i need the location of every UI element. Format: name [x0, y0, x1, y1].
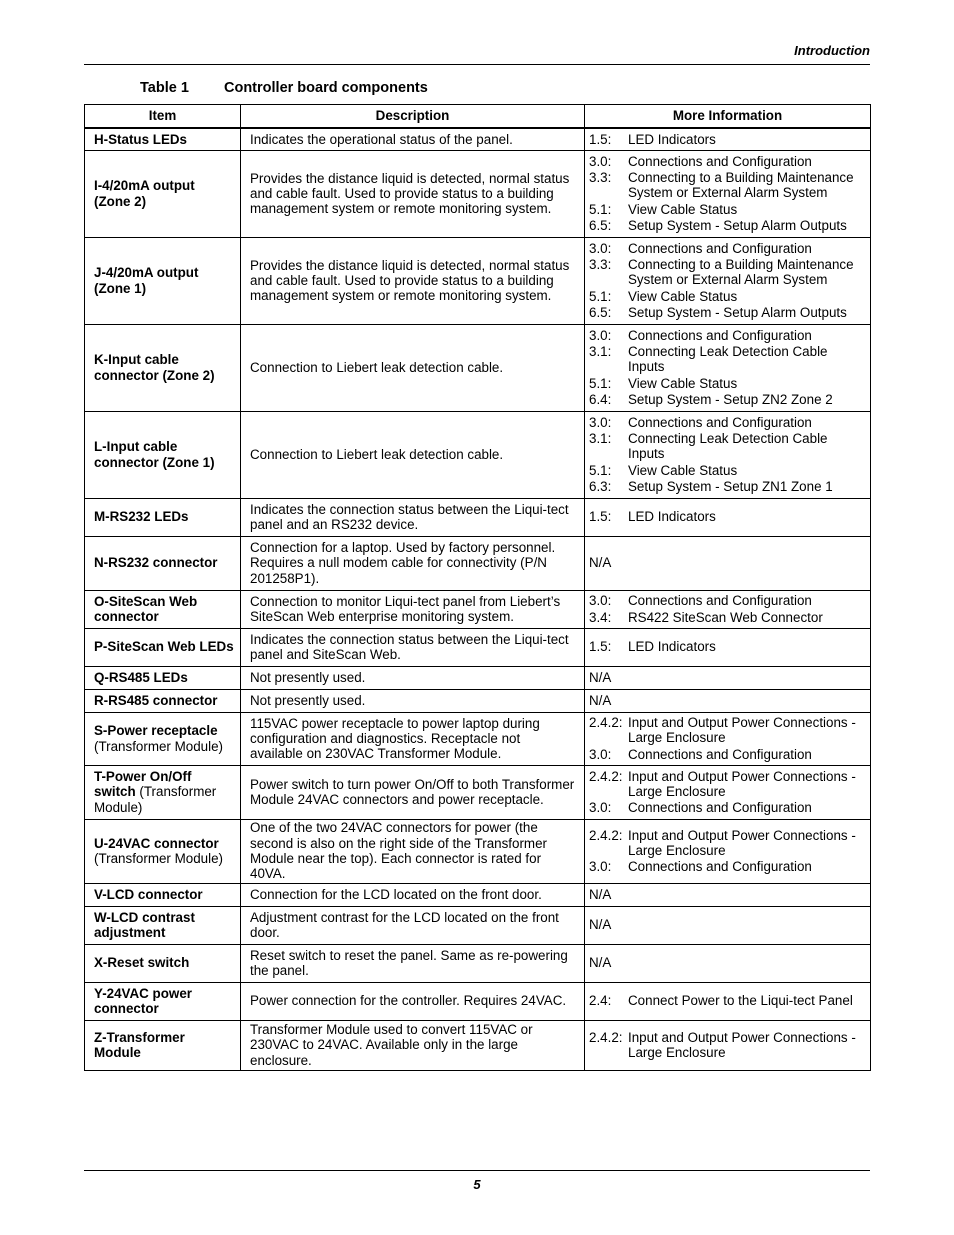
reference-entry	[589, 715, 867, 746]
page-number: 5	[473, 1177, 481, 1192]
table-row	[85, 150, 871, 237]
reference-entry	[589, 993, 867, 1008]
item-cell	[85, 498, 241, 536]
section-title: Setup System - Setup Alarm Outputs	[628, 217, 847, 233]
section-number: 3.1:	[589, 344, 612, 360]
item-name: L-Input cable connector (Zone 1)	[94, 439, 215, 470]
reference-entry	[589, 415, 867, 430]
more-information-cell	[585, 765, 871, 819]
reference-entry	[589, 747, 867, 762]
page-header	[84, 42, 870, 65]
reference-entry	[589, 800, 867, 815]
section-title: Connecting to a Building Maintenance System or External Alarm System	[628, 257, 854, 288]
reference-entry	[589, 509, 867, 524]
more-information-cell	[585, 411, 871, 498]
section-title: Connections and Configuration	[628, 414, 812, 430]
section-number: N/A	[589, 692, 612, 708]
section-number: 2.4.2:	[589, 1029, 623, 1045]
item-name: J-4/20mA output (Zone 1)	[94, 265, 199, 296]
column-header-item: Item	[85, 105, 241, 129]
section-title: LED Indicators	[628, 509, 716, 525]
reference-entry	[589, 289, 867, 304]
more-information-cell	[585, 944, 871, 982]
item-cell	[85, 982, 241, 1020]
section-number: N/A	[589, 917, 612, 933]
section-number: 3.0:	[589, 327, 612, 343]
item-note: (Transformer Module)	[94, 738, 223, 754]
reference-entry	[589, 859, 867, 874]
description-cell: Connection to Liebert leak detection cable.	[241, 411, 585, 498]
item-name: P-SiteScan Web LEDs	[94, 639, 234, 655]
table-row	[85, 498, 871, 536]
more-information-cell	[585, 712, 871, 765]
section-number: 5.1:	[589, 201, 612, 217]
section-number: 3.4:	[589, 609, 612, 625]
table-row	[85, 982, 871, 1020]
item-name: Y-24VAC power connector	[94, 985, 192, 1016]
more-information-cell	[585, 689, 871, 712]
section-number: 5.1:	[589, 288, 612, 304]
section-title: View Cable Status	[628, 375, 738, 391]
section-title: Connections and Configuration	[628, 800, 812, 816]
table-row	[85, 237, 871, 324]
reference-entry	[589, 769, 867, 800]
reference-entry	[589, 154, 867, 169]
table-row	[85, 128, 871, 150]
item-name: X-Reset switch	[94, 955, 190, 971]
reference-entry	[589, 202, 867, 217]
description-cell: Provides the distance liquid is detected, normal status and cable fault. Used to provide status to a building management system or remote monitoring system.	[241, 150, 585, 237]
reference-entry	[589, 555, 867, 570]
description-cell: Indicates the connection status between the Liqui-tect panel and SiteScan Web.	[241, 628, 585, 666]
item-note: (Transformer Module)	[94, 784, 217, 815]
item-cell	[85, 906, 241, 944]
section-number: 3.0:	[589, 240, 612, 256]
description-cell: Power switch to turn power On/Off to both Transformer Module 24VAC connectors and power receptacle.	[241, 765, 585, 819]
reference-entry	[589, 305, 867, 320]
section-title: RS422 SiteScan Web Connector	[628, 609, 823, 625]
section-number: 2.4.2:	[589, 768, 623, 784]
section-title: Introduction	[794, 43, 870, 58]
section-title	[628, 887, 867, 902]
item-name: T-Power On/Off switch	[94, 769, 192, 800]
item-name: Q-RS485 LEDs	[94, 669, 188, 685]
more-information-cell	[585, 590, 871, 628]
reference-entry	[589, 463, 867, 478]
table-row	[85, 819, 871, 883]
more-information-cell	[585, 819, 871, 883]
reference-entry	[589, 376, 867, 391]
table-row	[85, 411, 871, 498]
section-number: 3.0:	[589, 414, 612, 430]
description-cell: 115VAC power receptacle to power laptop during configuration and diagnostics. Receptacle not available on 230VAC Transformer Module.	[241, 712, 585, 765]
section-number: 5.1:	[589, 462, 612, 478]
section-title	[628, 693, 867, 708]
more-information-cell	[585, 883, 871, 906]
reference-entry	[589, 593, 867, 608]
more-information-cell	[585, 498, 871, 536]
section-title: Connections and Configuration	[628, 153, 812, 169]
item-cell	[85, 628, 241, 666]
more-information-cell	[585, 906, 871, 944]
section-number: 6.4:	[589, 391, 612, 407]
reference-entry	[589, 170, 867, 201]
item-note: (Transformer Module)	[94, 851, 223, 866]
more-information-cell	[585, 150, 871, 237]
more-information-cell	[585, 237, 871, 324]
item-name: Z-Transformer Module	[94, 1029, 185, 1060]
item-name: I-4/20mA output (Zone 2)	[94, 178, 195, 209]
table-header-row	[85, 105, 871, 129]
section-number: 2.4.2:	[589, 715, 623, 731]
reference-entry	[589, 431, 867, 462]
reference-entry	[589, 670, 867, 685]
table-row	[85, 906, 871, 944]
column-header-more-information: More Information	[585, 105, 871, 129]
section-title: Connections and Configuration	[628, 859, 812, 875]
reference-entry	[589, 479, 867, 494]
reference-entry	[589, 828, 867, 859]
section-title	[628, 955, 867, 970]
item-cell	[85, 150, 241, 237]
item-cell	[85, 411, 241, 498]
section-title: Connecting Leak Detection Cable Inputs	[628, 431, 828, 462]
section-title: View Cable Status	[628, 288, 738, 304]
item-cell	[85, 666, 241, 689]
section-title: Connections and Configuration	[628, 593, 812, 609]
table-row	[85, 1020, 871, 1070]
item-cell	[85, 689, 241, 712]
section-number: 3.0:	[589, 746, 612, 762]
reference-entry	[589, 610, 867, 625]
reference-entry	[589, 639, 867, 654]
section-number: N/A	[589, 886, 612, 902]
description-cell: Connection to monitor Liqui-tect panel from Liebert’s SiteScan Web enterprise monitoring system.	[241, 590, 585, 628]
section-title: Input and Output Power Connections - Large Enclosure	[628, 715, 856, 746]
reference-entry	[589, 917, 867, 932]
section-number: 2.4:	[589, 993, 612, 1009]
table-row	[85, 666, 871, 689]
item-name: H-Status LEDs	[94, 131, 188, 147]
section-number: 2.4.2:	[589, 827, 623, 843]
description-cell: Transformer Module used to convert 115VAC or 230VAC to 24VAC. Available only in the large enclosure.	[241, 1020, 585, 1070]
item-cell	[85, 536, 241, 590]
item-name: N-RS232 connector	[94, 555, 218, 571]
table-title: Controller board components	[224, 80, 428, 96]
section-number: N/A	[589, 669, 612, 685]
section-title: Input and Output Power Connections - Large Enclosure	[628, 827, 856, 858]
description-cell: Indicates the connection status between the Liqui-tect panel and an RS232 device.	[241, 498, 585, 536]
section-title: LED Indicators	[628, 131, 716, 147]
item-name: K-Input cable connector (Zone 2)	[94, 352, 215, 383]
section-number: 3.0:	[589, 593, 612, 609]
section-title	[628, 670, 867, 685]
more-information-cell	[585, 666, 871, 689]
section-number: 6.5:	[589, 304, 612, 320]
more-information-cell	[585, 1020, 871, 1070]
reference-entry	[589, 257, 867, 288]
more-information-cell	[585, 536, 871, 590]
description-cell: Power connection for the controller. Requires 24VAC.	[241, 982, 585, 1020]
reference-entry	[589, 887, 867, 902]
table-row	[85, 536, 871, 590]
section-number: 6.3:	[589, 478, 612, 494]
components-table	[84, 104, 871, 1071]
reference-entry	[589, 344, 867, 375]
description-cell: Connection for a laptop. Used by factory personnel. Requires a null modem cable for connectivity (P/N 201258P1).	[241, 536, 585, 590]
section-number: 3.0:	[589, 800, 612, 816]
table-row	[85, 765, 871, 819]
section-number: 1.5:	[589, 509, 612, 525]
item-cell	[85, 1020, 241, 1070]
section-title: Setup System - Setup ZN2 Zone 2	[628, 391, 833, 407]
section-title	[628, 917, 867, 932]
item-name: R-RS485 connector	[94, 692, 218, 708]
section-number: 3.3:	[589, 257, 612, 273]
item-name: S-Power receptacle	[94, 723, 218, 739]
more-information-cell	[585, 628, 871, 666]
section-title: Connecting Leak Detection Cable Inputs	[628, 344, 828, 375]
table-row	[85, 590, 871, 628]
section-title: View Cable Status	[628, 462, 738, 478]
section-title: Input and Output Power Connections - Large Enclosure	[628, 1029, 856, 1060]
reference-entry	[589, 132, 867, 147]
more-information-cell	[585, 982, 871, 1020]
item-name: W-LCD contrast adjustment	[94, 909, 195, 940]
section-number: 5.1:	[589, 375, 612, 391]
item-name: V-LCD connector	[94, 886, 203, 902]
item-cell	[85, 944, 241, 982]
more-information-cell	[585, 324, 871, 411]
description-cell: Not presently used.	[241, 689, 585, 712]
table-row	[85, 628, 871, 666]
section-number: 6.5:	[589, 217, 612, 233]
description-cell: Not presently used.	[241, 666, 585, 689]
reference-entry	[589, 392, 867, 407]
section-number: 3.1:	[589, 431, 612, 447]
table-row	[85, 689, 871, 712]
table-number: Table 1	[140, 80, 189, 96]
section-number: N/A	[589, 555, 612, 571]
item-name: O-SiteScan Web connector	[94, 593, 198, 624]
table-row	[85, 883, 871, 906]
item-cell	[85, 590, 241, 628]
section-title: Connecting to a Building Maintenance System or External Alarm System	[628, 170, 854, 201]
page-footer	[84, 1170, 870, 1192]
item-cell	[85, 883, 241, 906]
section-title: Connections and Configuration	[628, 327, 812, 343]
reference-entry	[589, 693, 867, 708]
section-title: Setup System - Setup Alarm Outputs	[628, 304, 847, 320]
section-title: View Cable Status	[628, 201, 738, 217]
section-title	[628, 555, 867, 570]
description-cell: Connection to Liebert leak detection cable.	[241, 324, 585, 411]
section-number: 3.3:	[589, 170, 612, 186]
reference-entry	[589, 328, 867, 343]
section-title: Connections and Configuration	[628, 746, 812, 762]
reference-entry	[589, 218, 867, 233]
section-title: Connect Power to the Liqui-tect Panel	[628, 993, 853, 1009]
table-caption	[140, 80, 428, 96]
section-title: Connections and Configuration	[628, 240, 812, 256]
section-title: Setup System - Setup ZN1 Zone 1	[628, 478, 833, 494]
description-cell: Reset switch to reset the panel. Same as re-powering the panel.	[241, 944, 585, 982]
section-number: 1.5:	[589, 131, 612, 147]
item-name: U-24VAC connector	[94, 835, 219, 851]
section-number: 1.5:	[589, 639, 612, 655]
table-row	[85, 712, 871, 765]
item-name: M-RS232 LEDs	[94, 509, 189, 525]
section-number: 3.0:	[589, 153, 612, 169]
item-cell	[85, 819, 241, 883]
more-information-cell	[585, 128, 871, 150]
section-title: Input and Output Power Connections - Large Enclosure	[628, 768, 856, 799]
reference-entry	[589, 1030, 867, 1061]
description-cell: Provides the distance liquid is detected, normal status and cable fault. Used to provide status to a building management system or remote monitoring system.	[241, 237, 585, 324]
table-row	[85, 324, 871, 411]
table-body	[85, 128, 871, 1070]
reference-entry	[589, 241, 867, 256]
description-cell: Adjustment contrast for the LCD located on the front door.	[241, 906, 585, 944]
description-cell: Connection for the LCD located on the front door.	[241, 883, 585, 906]
item-cell	[85, 128, 241, 150]
item-cell	[85, 712, 241, 765]
item-cell	[85, 324, 241, 411]
item-cell	[85, 237, 241, 324]
section-title: LED Indicators	[628, 639, 716, 655]
section-number: N/A	[589, 955, 612, 971]
reference-entry	[589, 955, 867, 970]
description-cell: Indicates the operational status of the panel.	[241, 128, 585, 150]
item-cell	[85, 765, 241, 819]
table-row	[85, 944, 871, 982]
column-header-description: Description	[241, 105, 585, 129]
description-cell: One of the two 24VAC connectors for power (the second is also on the right side of the Transformer Module near the top). Each connector is rated for 40VA.	[241, 819, 585, 883]
section-number: 3.0:	[589, 859, 612, 875]
